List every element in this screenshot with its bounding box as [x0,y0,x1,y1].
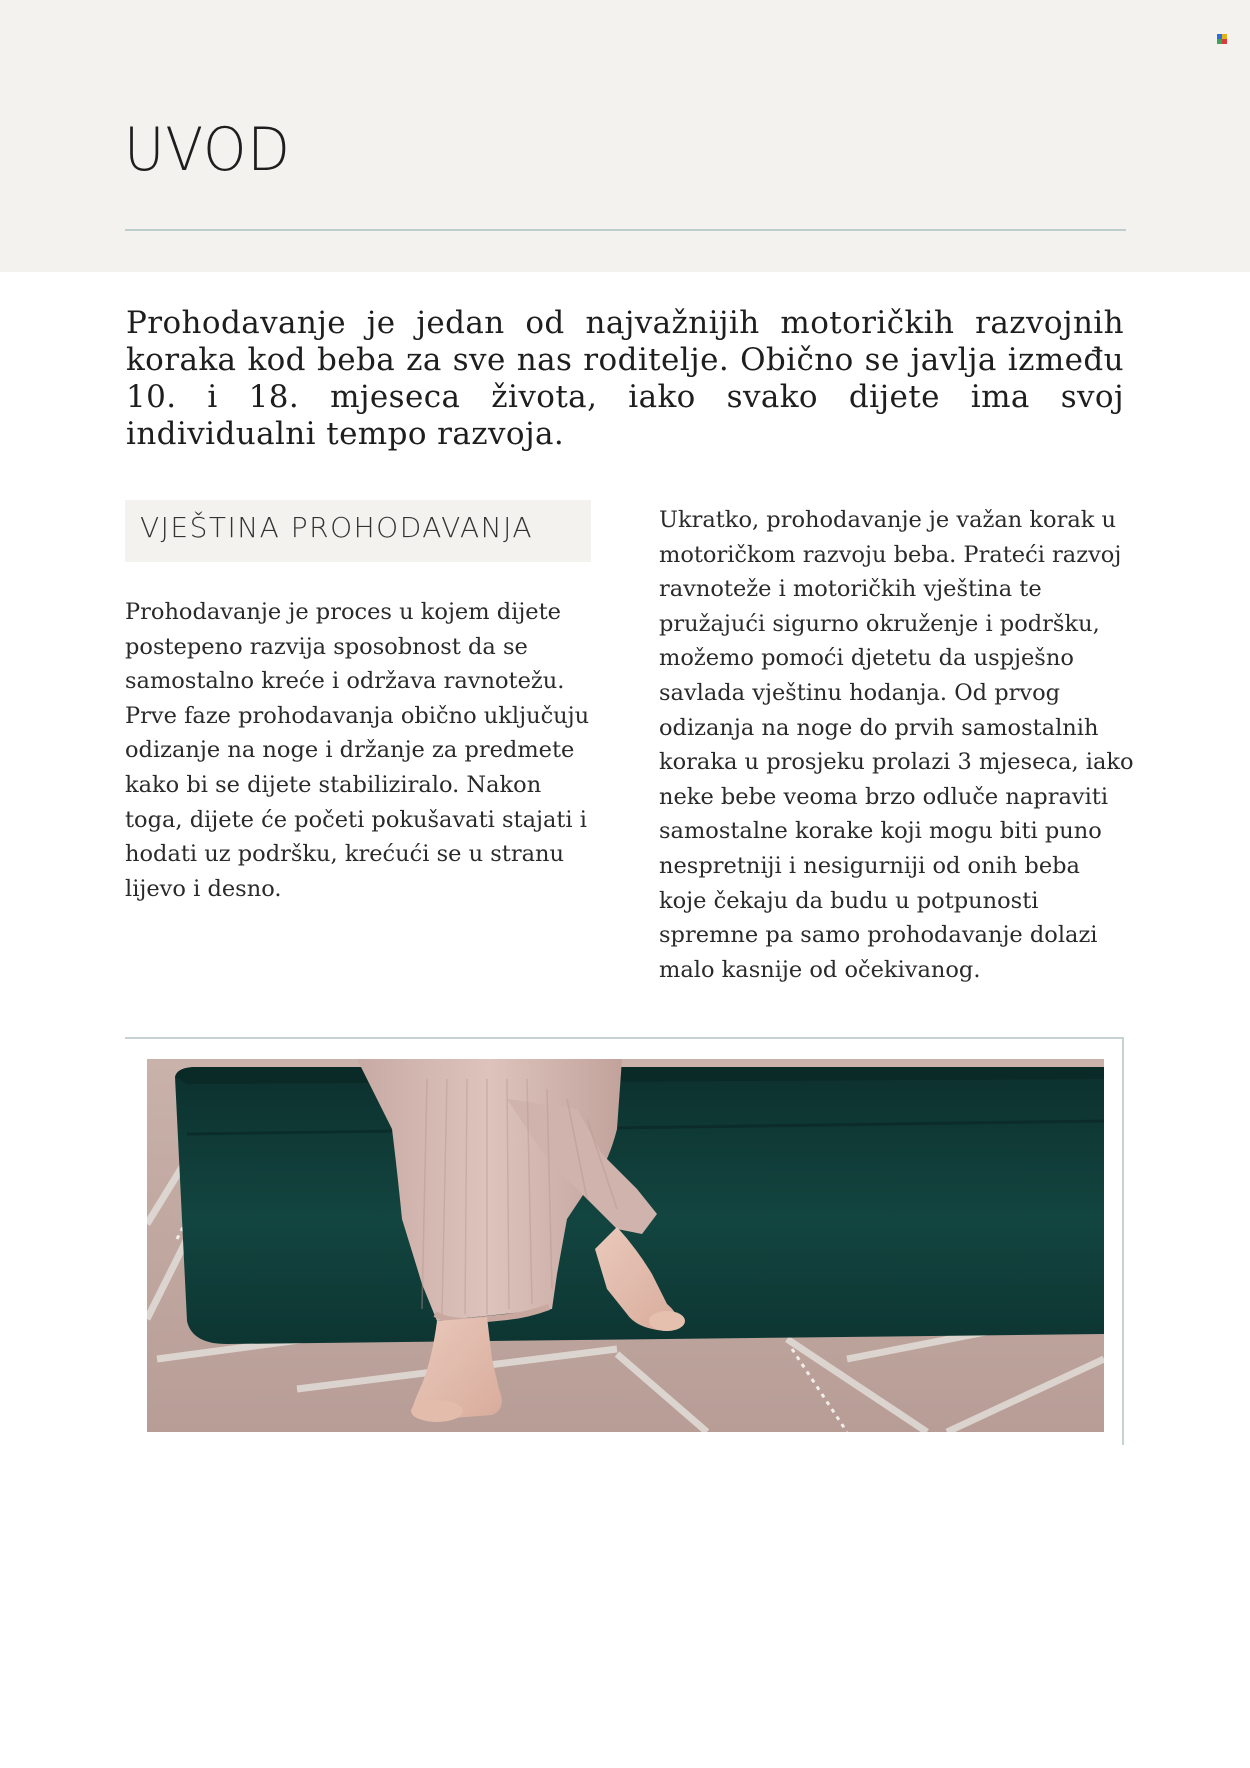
section-heading: VJEŠTINA PROHODAVANJA [140,511,534,544]
page-title: UVOD [124,115,291,185]
brand-logo-icon [1217,34,1227,44]
left-column-text: Prohodavanje je proces u kojem dijete postepeno razvija sposobnost da se samostalno kreće i održava ravnotežu. Prve faze prohodavanja obično uključuju odizanje na noge i držanje za predmete kako bi se dijete stabiliziralo. Nakon toga, dijete će početi pokušavati stajati i hodati uz podršku, krećući se u stranu lijevo i desno. [125,599,590,902]
lead-paragraph: Prohodavanje je jedan od najvažnijih motoričkih razvojnih koraka kod beba za sve nas roditelje. Obično se javlja između 10. i 18. mjeseca života, iako svako dijete ima svoj individualni tempo razvoja. [126,305,1124,452]
right-column-text: Ukratko, prohodavanje je važan korak u motoričkom razvoju beba. Prateći razvoj ravnoteže i motoričkih vještina te pružajući sigurno okruženje i podršku, možemo pomoći djetetu da uspješno savlada vještinu hodanja. Od prvog odizanja na noge do prvih samostalnih koraka u prosjeku prolazi 3 mjeseca, iako neke bebe veoma brzo odluče napraviti samostalne korake koji mogu biti puno nespretniji i nesigurniji od onih beba koje čekaju da budu u potpunosti spremne pa samo prohodavanje dolazi malo kasnije od očekivanog. [659,507,1134,983]
photo-frame [125,1037,1124,1445]
baby-standing-photo [147,1059,1104,1432]
section-heading-box [125,500,591,562]
frame-right-line [1122,1037,1124,1445]
title-divider [125,229,1126,231]
frame-top-line [125,1037,1124,1039]
